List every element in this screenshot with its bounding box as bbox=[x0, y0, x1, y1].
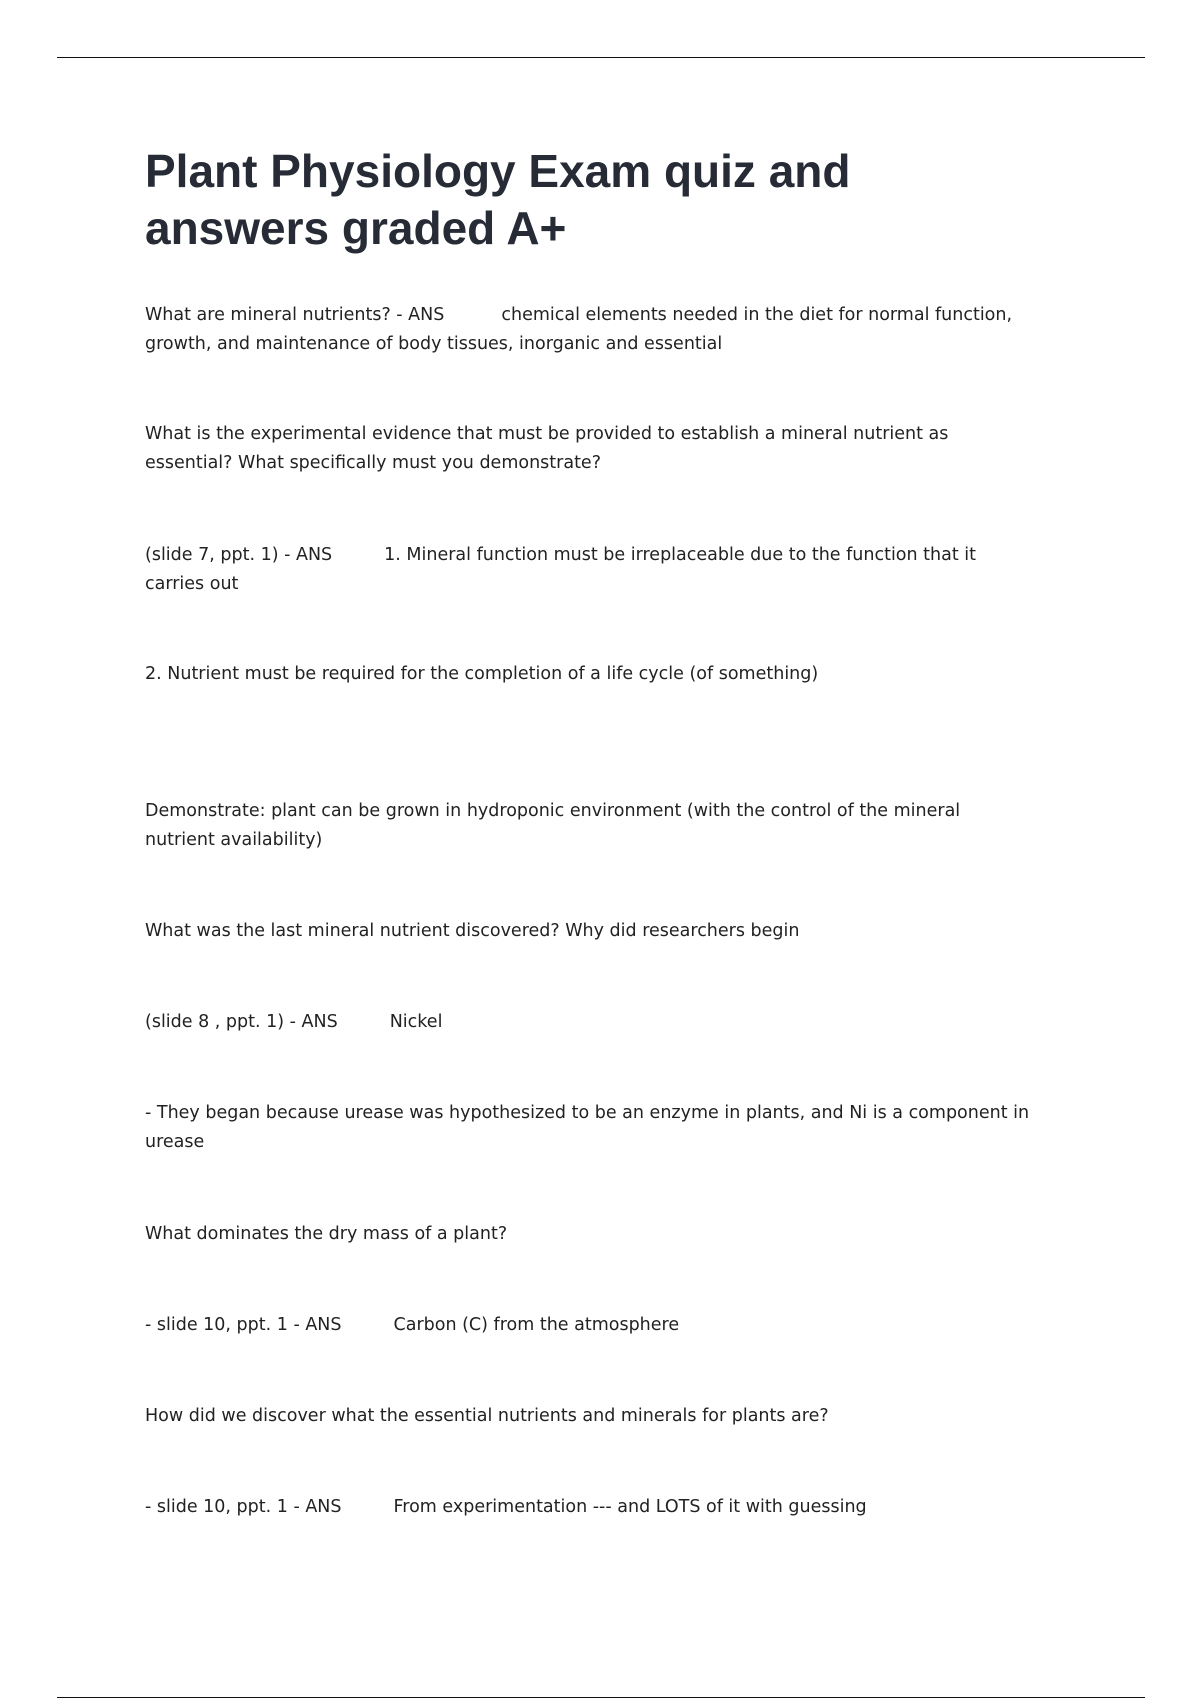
question-dry-mass: What dominates the dry mass of a plant? bbox=[145, 1224, 508, 1244]
answer-slide-10-experimentation bbox=[145, 1493, 1065, 1522]
question-discover-nutrients: How did we discover what the essential nutrients and minerals for plants are? bbox=[145, 1406, 829, 1426]
bottom-rule bbox=[57, 1697, 1145, 1698]
title-line-2: answers graded A+ bbox=[145, 202, 567, 254]
title-line-1: Plant Physiology Exam quiz and bbox=[145, 145, 851, 197]
answer-slide-8 bbox=[145, 1008, 1065, 1037]
answer-text: chemical elements needed in the diet for normal function, bbox=[501, 305, 1013, 325]
question-text: What are mineral nutrients? - ANS bbox=[145, 305, 445, 325]
qa-mineral-nutrients bbox=[145, 301, 1065, 358]
urease-line-2: urease bbox=[145, 1131, 205, 1152]
question-line-2: essential? What specifically must you demonstrate? bbox=[145, 452, 601, 473]
urease-explanation bbox=[145, 1099, 1065, 1156]
question-experimental-evidence bbox=[145, 420, 1065, 477]
top-rule bbox=[57, 57, 1145, 58]
answer-label: - slide 10, ppt. 1 - ANS bbox=[145, 1497, 342, 1517]
demonstrate-paragraph bbox=[145, 797, 1065, 854]
answer-slide-10-carbon bbox=[145, 1311, 1065, 1340]
answer-label: - slide 10, ppt. 1 - ANS bbox=[145, 1315, 342, 1335]
answer-slide-7 bbox=[145, 541, 1065, 598]
answer-continuation: carries out bbox=[145, 573, 239, 594]
question-line-1: What is the experimental evidence that must be provided to establish a mineral nutrient as bbox=[145, 424, 949, 444]
demonstrate-line-2: nutrient availability) bbox=[145, 829, 323, 850]
answer-text: Nickel bbox=[389, 1012, 443, 1032]
answer-continuation: growth, and maintenance of body tissues, inorganic and essential bbox=[145, 333, 723, 354]
answer-text: From experimentation --- and LOTS of it with guessing bbox=[393, 1497, 867, 1517]
answer-label: (slide 7, ppt. 1) - ANS bbox=[145, 545, 333, 565]
demonstrate-line-1: Demonstrate: plant can be grown in hydroponic environment (with the control of the mineral bbox=[145, 801, 961, 821]
urease-line-1: - They began because urease was hypothesized to be an enzyme in plants, and Ni is a component in bbox=[145, 1103, 1030, 1123]
question-last-mineral: What was the last mineral nutrient discovered? Why did researchers begin bbox=[145, 921, 800, 941]
answer-label: (slide 8 , ppt. 1) - ANS bbox=[145, 1012, 338, 1032]
document-title bbox=[145, 143, 1105, 257]
answer-text: Carbon (C) from the atmosphere bbox=[393, 1315, 680, 1335]
answer-point-2: 2. Nutrient must be required for the completion of a life cycle (of something) bbox=[145, 664, 819, 684]
answer-text: 1. Mineral function must be irreplaceable due to the function that it bbox=[384, 545, 976, 565]
